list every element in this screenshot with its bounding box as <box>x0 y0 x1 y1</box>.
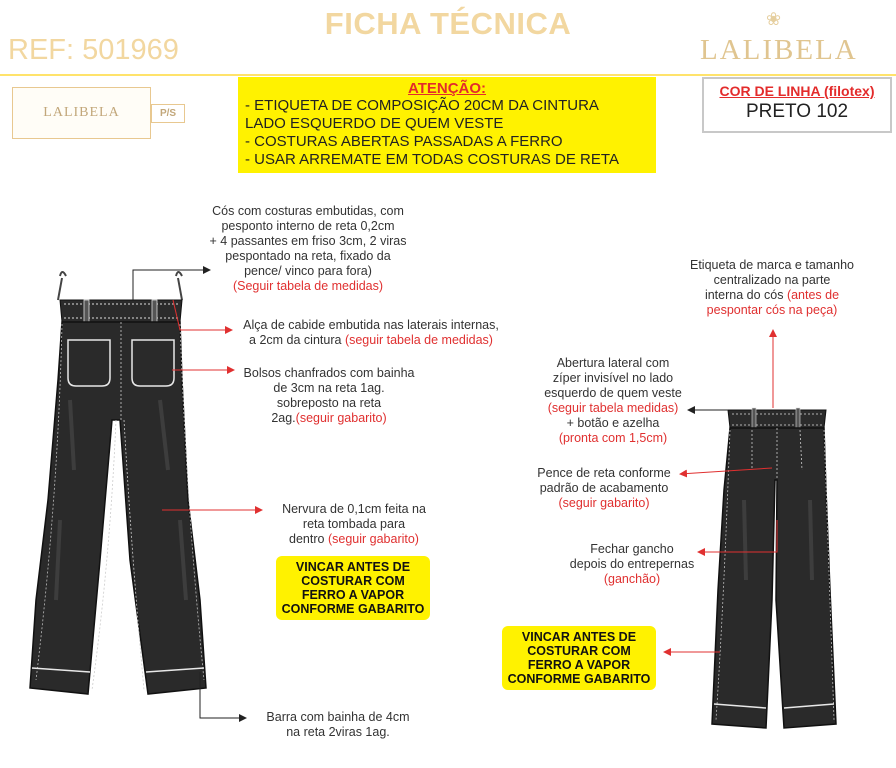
iron-line: CONFORME GABARITO <box>507 672 651 686</box>
thread-color-title: COR DE LINHA (filotex) <box>719 83 875 99</box>
iron-line: FERRO A VAPOR <box>301 588 405 602</box>
note-line: Alça de cabide embutida nas laterais internas, <box>243 318 499 332</box>
note-line: depois do entrepernas <box>569 557 695 571</box>
note-line: 2ag. <box>271 411 296 425</box>
note-line: pesponto interno de reta 0,2cm <box>221 219 395 233</box>
iron-line: VINCAR ANTES DE <box>521 630 637 644</box>
note-line: Pence de reta conforme <box>537 466 671 480</box>
note-line: Fechar gancho <box>590 542 674 556</box>
note-line-red: (antes de <box>786 288 840 302</box>
rib-note <box>266 502 442 547</box>
note-line: + botão e azelha <box>566 416 660 430</box>
note-line: esquerdo de quem veste <box>544 386 682 400</box>
attention-line: LADO ESQUERDO DE QUEM VESTE <box>245 115 504 132</box>
note-line-red: (seguir tabela de medidas) <box>344 333 493 347</box>
note-line: Barra com bainha de 4cm <box>266 710 410 724</box>
note-line: padrão de acabamento <box>539 481 669 495</box>
front-pants-drawing <box>30 272 206 694</box>
attention-line: - ETIQUETA DE COMPOSIÇÃO 20CM DA CINTURA <box>245 97 599 114</box>
iron-line: COSTURAR COM <box>301 574 405 588</box>
note-line-red: (ganchão) <box>603 572 661 586</box>
note-line: Cós com costuras embutidas, com <box>212 204 404 218</box>
note-line: + 4 passantes em friso 3cm, 2 viras <box>209 234 407 248</box>
note-line-red: (seguir gabarito) <box>327 532 419 546</box>
note-line: de 3cm na reta 1ag. <box>273 381 385 395</box>
note-line: centralizado na parte <box>713 273 831 287</box>
note-line: Abertura lateral com <box>556 356 670 370</box>
note-line: Etiqueta de marca e tamanho <box>690 258 854 272</box>
iron-line: COSTURAR COM <box>527 644 631 658</box>
note-line-red: (Seguir tabela de medidas) <box>232 279 384 293</box>
note-line: pence/ vinco para fora) <box>244 264 372 278</box>
note-line: pespontado na reta, fixado da <box>225 249 391 263</box>
note-line: Bolsos chanfrados com bainha <box>243 366 415 380</box>
back-iron-box <box>502 626 656 690</box>
note-line-red: (pronta com 1,5cm) <box>558 431 668 445</box>
note-line: Nervura de 0,1cm feita na <box>282 502 426 516</box>
crotch-note <box>556 542 708 587</box>
brand-label-note <box>670 258 874 318</box>
note-line: a 2cm da cintura <box>249 333 345 347</box>
iron-line: FERRO A VAPOR <box>527 658 631 672</box>
note-line-red: (seguir tabela medidas) <box>547 401 679 415</box>
note-line: zíper invisível no lado <box>552 371 674 385</box>
back-pants-drawing <box>712 408 836 728</box>
note-line-red: (seguir gabarito) <box>295 411 387 425</box>
thread-color-value: PRETO 102 <box>745 101 849 122</box>
iron-line: VINCAR ANTES DE <box>295 560 411 574</box>
note-line: dentro <box>289 532 328 546</box>
size-tag: P/S <box>151 104 185 123</box>
page-title: FICHA TÉCNICA <box>324 6 572 41</box>
note-line-red: (seguir gabarito) <box>558 496 650 510</box>
brand-logo: LALIBELA <box>700 34 858 66</box>
attention-line: - COSTURAS ABERTAS PASSADAS A FERRO <box>245 133 563 150</box>
iron-line: CONFORME GABARITO <box>281 602 425 616</box>
attention-line: - USAR ARREMATE EM TODAS COSTURAS DE RETA <box>245 151 619 168</box>
note-line-red: pespontar cós na peça) <box>706 303 838 317</box>
front-iron-box <box>276 556 430 620</box>
pockets-note <box>236 366 422 426</box>
note-line: reta tombada para <box>302 517 406 531</box>
note-line: sobreposto na reta <box>276 396 382 410</box>
bee-icon: ❀ <box>766 9 782 29</box>
waistband-note <box>190 204 426 294</box>
label-logo-text: LALIBELA <box>43 105 120 120</box>
hem-note <box>248 710 428 740</box>
note-line: interna do cós <box>704 288 787 302</box>
attention-title: ATENÇÃO: <box>407 80 487 97</box>
note-line: na reta 2viras 1ag. <box>286 725 390 739</box>
side-opening-note <box>530 356 696 446</box>
reference-number: REF: 501969 <box>8 34 179 66</box>
hanger-loop-note <box>236 318 506 348</box>
dart-note <box>530 466 678 511</box>
